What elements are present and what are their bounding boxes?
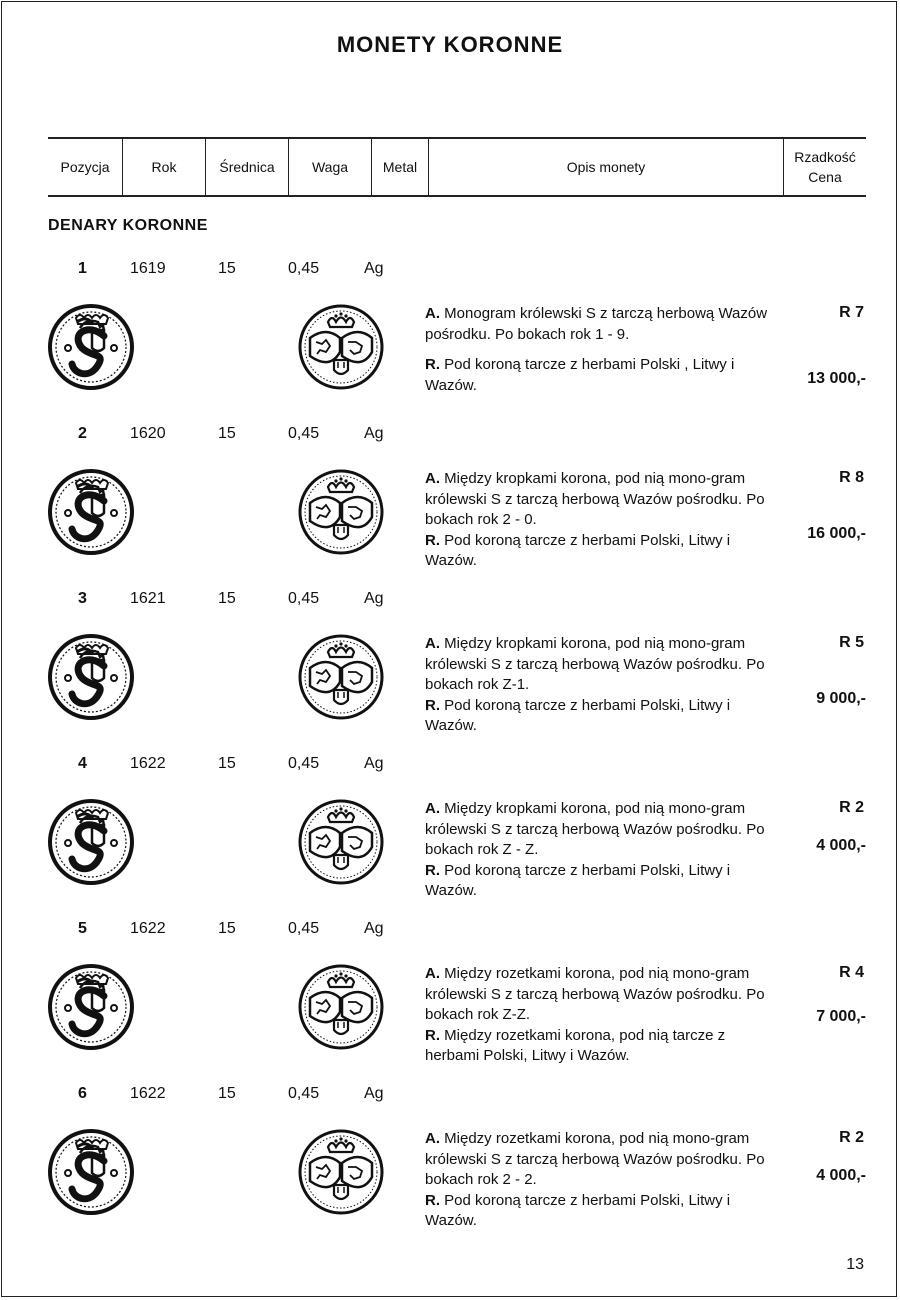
coin-obverse-icon xyxy=(46,467,136,557)
entry-diameter: 15 xyxy=(218,920,236,937)
reverse-label: R. xyxy=(425,861,440,879)
obverse-label: A. xyxy=(425,1130,440,1147)
description-reverse xyxy=(425,861,775,902)
entry-weight: 0,45 xyxy=(288,920,320,937)
entry-year: 1619 xyxy=(130,260,166,277)
obverse-label: A. xyxy=(425,800,440,817)
reverse-text: Między rozetkami korona, pod nią tarcze z herbami Polski, Litwy i Wazów. xyxy=(425,1026,726,1064)
entry-metal: Ag xyxy=(364,755,384,772)
reverse-text: Pod koroną tarcze z herbami Polski, Litwy i Wazów. xyxy=(425,861,731,899)
header-waga: Waga xyxy=(289,138,372,196)
header-pozycja: Pozycja xyxy=(48,138,123,196)
entry-weight: 0,45 xyxy=(288,590,320,607)
description-obverse xyxy=(425,634,775,696)
obverse-text: Między kropkami korona, pod nią mono-gram królewski S z tarczą herbową Wazów pośrodku. Po bokach rok Z - Z. xyxy=(425,800,765,858)
section-title: DENARY KORONNE xyxy=(48,217,208,234)
description-reverse xyxy=(425,696,775,737)
header-srednica: Średnica xyxy=(206,138,289,196)
description-obverse xyxy=(425,304,775,345)
catalog-entry xyxy=(0,755,900,920)
header-rok: Rok xyxy=(123,138,206,196)
obverse-label: A. xyxy=(425,635,440,652)
entry-rarity: R 2 xyxy=(839,799,864,816)
entry-diameter: 15 xyxy=(218,425,236,442)
entry-description xyxy=(425,964,775,1067)
entry-price: 4 000,- xyxy=(816,1167,866,1184)
entry-position: 2 xyxy=(78,425,87,442)
coin-reverse-icon xyxy=(296,962,386,1052)
entry-price: 7 000,- xyxy=(816,1008,866,1025)
reverse-text: Pod koroną tarcze z herbami Polski, Litwy i Wazów. xyxy=(425,696,731,734)
page-number: 13 xyxy=(846,1256,864,1273)
entry-diameter: 15 xyxy=(218,590,236,607)
entry-description xyxy=(425,634,775,737)
entry-year: 1622 xyxy=(130,755,166,772)
description-reverse xyxy=(425,355,775,396)
entry-price: 13 000,- xyxy=(807,370,866,387)
obverse-label: A. xyxy=(425,470,440,487)
entry-year: 1622 xyxy=(130,1085,166,1102)
entry-position: 1 xyxy=(78,260,87,277)
entry-rarity: R 2 xyxy=(839,1129,864,1146)
entry-metal: Ag xyxy=(364,920,384,937)
header-opis: Opis monety xyxy=(429,138,784,196)
entry-position: 4 xyxy=(78,755,87,772)
obverse-label: A. xyxy=(425,965,440,982)
reverse-text: Pod koroną tarcze z herbami Polski, Litwy i Wazów. xyxy=(425,1191,731,1229)
reverse-label: R. xyxy=(425,531,440,549)
entry-rarity: R 7 xyxy=(839,304,864,321)
reverse-label: R. xyxy=(425,356,440,373)
entry-price: 4 000,- xyxy=(816,837,866,854)
catalog-entry xyxy=(0,1085,900,1250)
header-row xyxy=(48,138,866,196)
header-metal: Metal xyxy=(372,138,429,196)
entry-description xyxy=(425,304,775,396)
entry-description xyxy=(425,799,775,902)
entry-metal: Ag xyxy=(364,260,384,277)
reverse-text: Pod koroną tarcze z herbami Polski, Litwy i Wazów. xyxy=(425,531,731,569)
entry-metal: Ag xyxy=(364,590,384,607)
entry-position: 3 xyxy=(78,590,87,607)
entry-price: 16 000,- xyxy=(807,525,866,542)
header-rzadkosc: Rzadkość xyxy=(794,149,856,165)
obverse-label: A. xyxy=(425,305,440,322)
coin-obverse-icon xyxy=(46,1127,136,1217)
catalog-entry xyxy=(0,920,900,1085)
reverse-label: R. xyxy=(425,1191,440,1209)
catalog-entry xyxy=(0,260,900,425)
coin-reverse-icon xyxy=(296,632,386,722)
entry-year: 1620 xyxy=(130,425,166,442)
obverse-text: Między rozetkami korona, pod nią mono-gram królewski S z tarczą herbową Wazów pośrodku. Po bokach rok 2 - 2. xyxy=(425,1130,765,1188)
entry-diameter: 15 xyxy=(218,1085,236,1102)
entry-metal: Ag xyxy=(364,425,384,442)
entry-weight: 0,45 xyxy=(288,1085,320,1102)
catalog-entry xyxy=(0,425,900,590)
entry-rarity: R 5 xyxy=(839,634,864,651)
coin-reverse-icon xyxy=(296,1127,386,1217)
coin-reverse-icon xyxy=(296,302,386,392)
description-obverse xyxy=(425,469,775,531)
coin-reverse-icon xyxy=(296,467,386,557)
entry-weight: 0,45 xyxy=(288,755,320,772)
entry-diameter: 15 xyxy=(218,755,236,772)
catalog-entry xyxy=(0,590,900,755)
coin-obverse-icon xyxy=(46,962,136,1052)
entry-description xyxy=(425,469,775,572)
coin-obverse-icon xyxy=(46,632,136,722)
obverse-text: Między kropkami korona, pod nią mono-gram królewski S z tarczą herbową Wazów pośrodku. Po bokach rok Z-1. xyxy=(425,635,765,693)
entry-rarity: R 8 xyxy=(839,469,864,486)
description-obverse xyxy=(425,799,775,861)
description-reverse xyxy=(425,1026,775,1067)
entry-description xyxy=(425,1129,775,1232)
header-rzadkosc-cena xyxy=(784,138,867,196)
obverse-text: Monogram królewski S z tarczą herbową Wazów pośrodku. Po bokach rok 1 - 9. xyxy=(425,305,768,343)
catalog-header-table xyxy=(48,137,866,197)
coin-reverse-icon xyxy=(296,797,386,887)
reverse-label: R. xyxy=(425,1026,440,1044)
coin-obverse-icon xyxy=(46,797,136,887)
coin-obverse-icon xyxy=(46,302,136,392)
entry-diameter: 15 xyxy=(218,260,236,277)
obverse-text: Między kropkami korona, pod nią mono-gram królewski S z tarczą herbową Wazów pośrodku. Po bokach rok 2 - 0. xyxy=(425,470,765,528)
entry-year: 1621 xyxy=(130,590,166,607)
description-obverse xyxy=(425,1129,775,1191)
entry-rarity: R 4 xyxy=(839,964,864,981)
obverse-text: Między rozetkami korona, pod nią mono-gram królewski S z tarczą herbową Wazów pośrodku. Po bokach rok Z-Z. xyxy=(425,965,765,1023)
entry-weight: 0,45 xyxy=(288,425,320,442)
reverse-label: R. xyxy=(425,696,440,714)
entry-year: 1622 xyxy=(130,920,166,937)
entry-metal: Ag xyxy=(364,1085,384,1102)
reverse-text: Pod koroną tarcze z herbami Polski , Litwy i Wazów. xyxy=(425,356,735,394)
entry-position: 6 xyxy=(78,1085,87,1102)
header-cena: Cena xyxy=(808,169,842,185)
description-reverse xyxy=(425,1191,775,1232)
entry-weight: 0,45 xyxy=(288,260,320,277)
description-reverse xyxy=(425,531,775,572)
entry-position: 5 xyxy=(78,920,87,937)
page-title: MONETY KORONNE xyxy=(336,32,564,57)
entry-price: 9 000,- xyxy=(816,690,866,707)
description-obverse xyxy=(425,964,775,1026)
